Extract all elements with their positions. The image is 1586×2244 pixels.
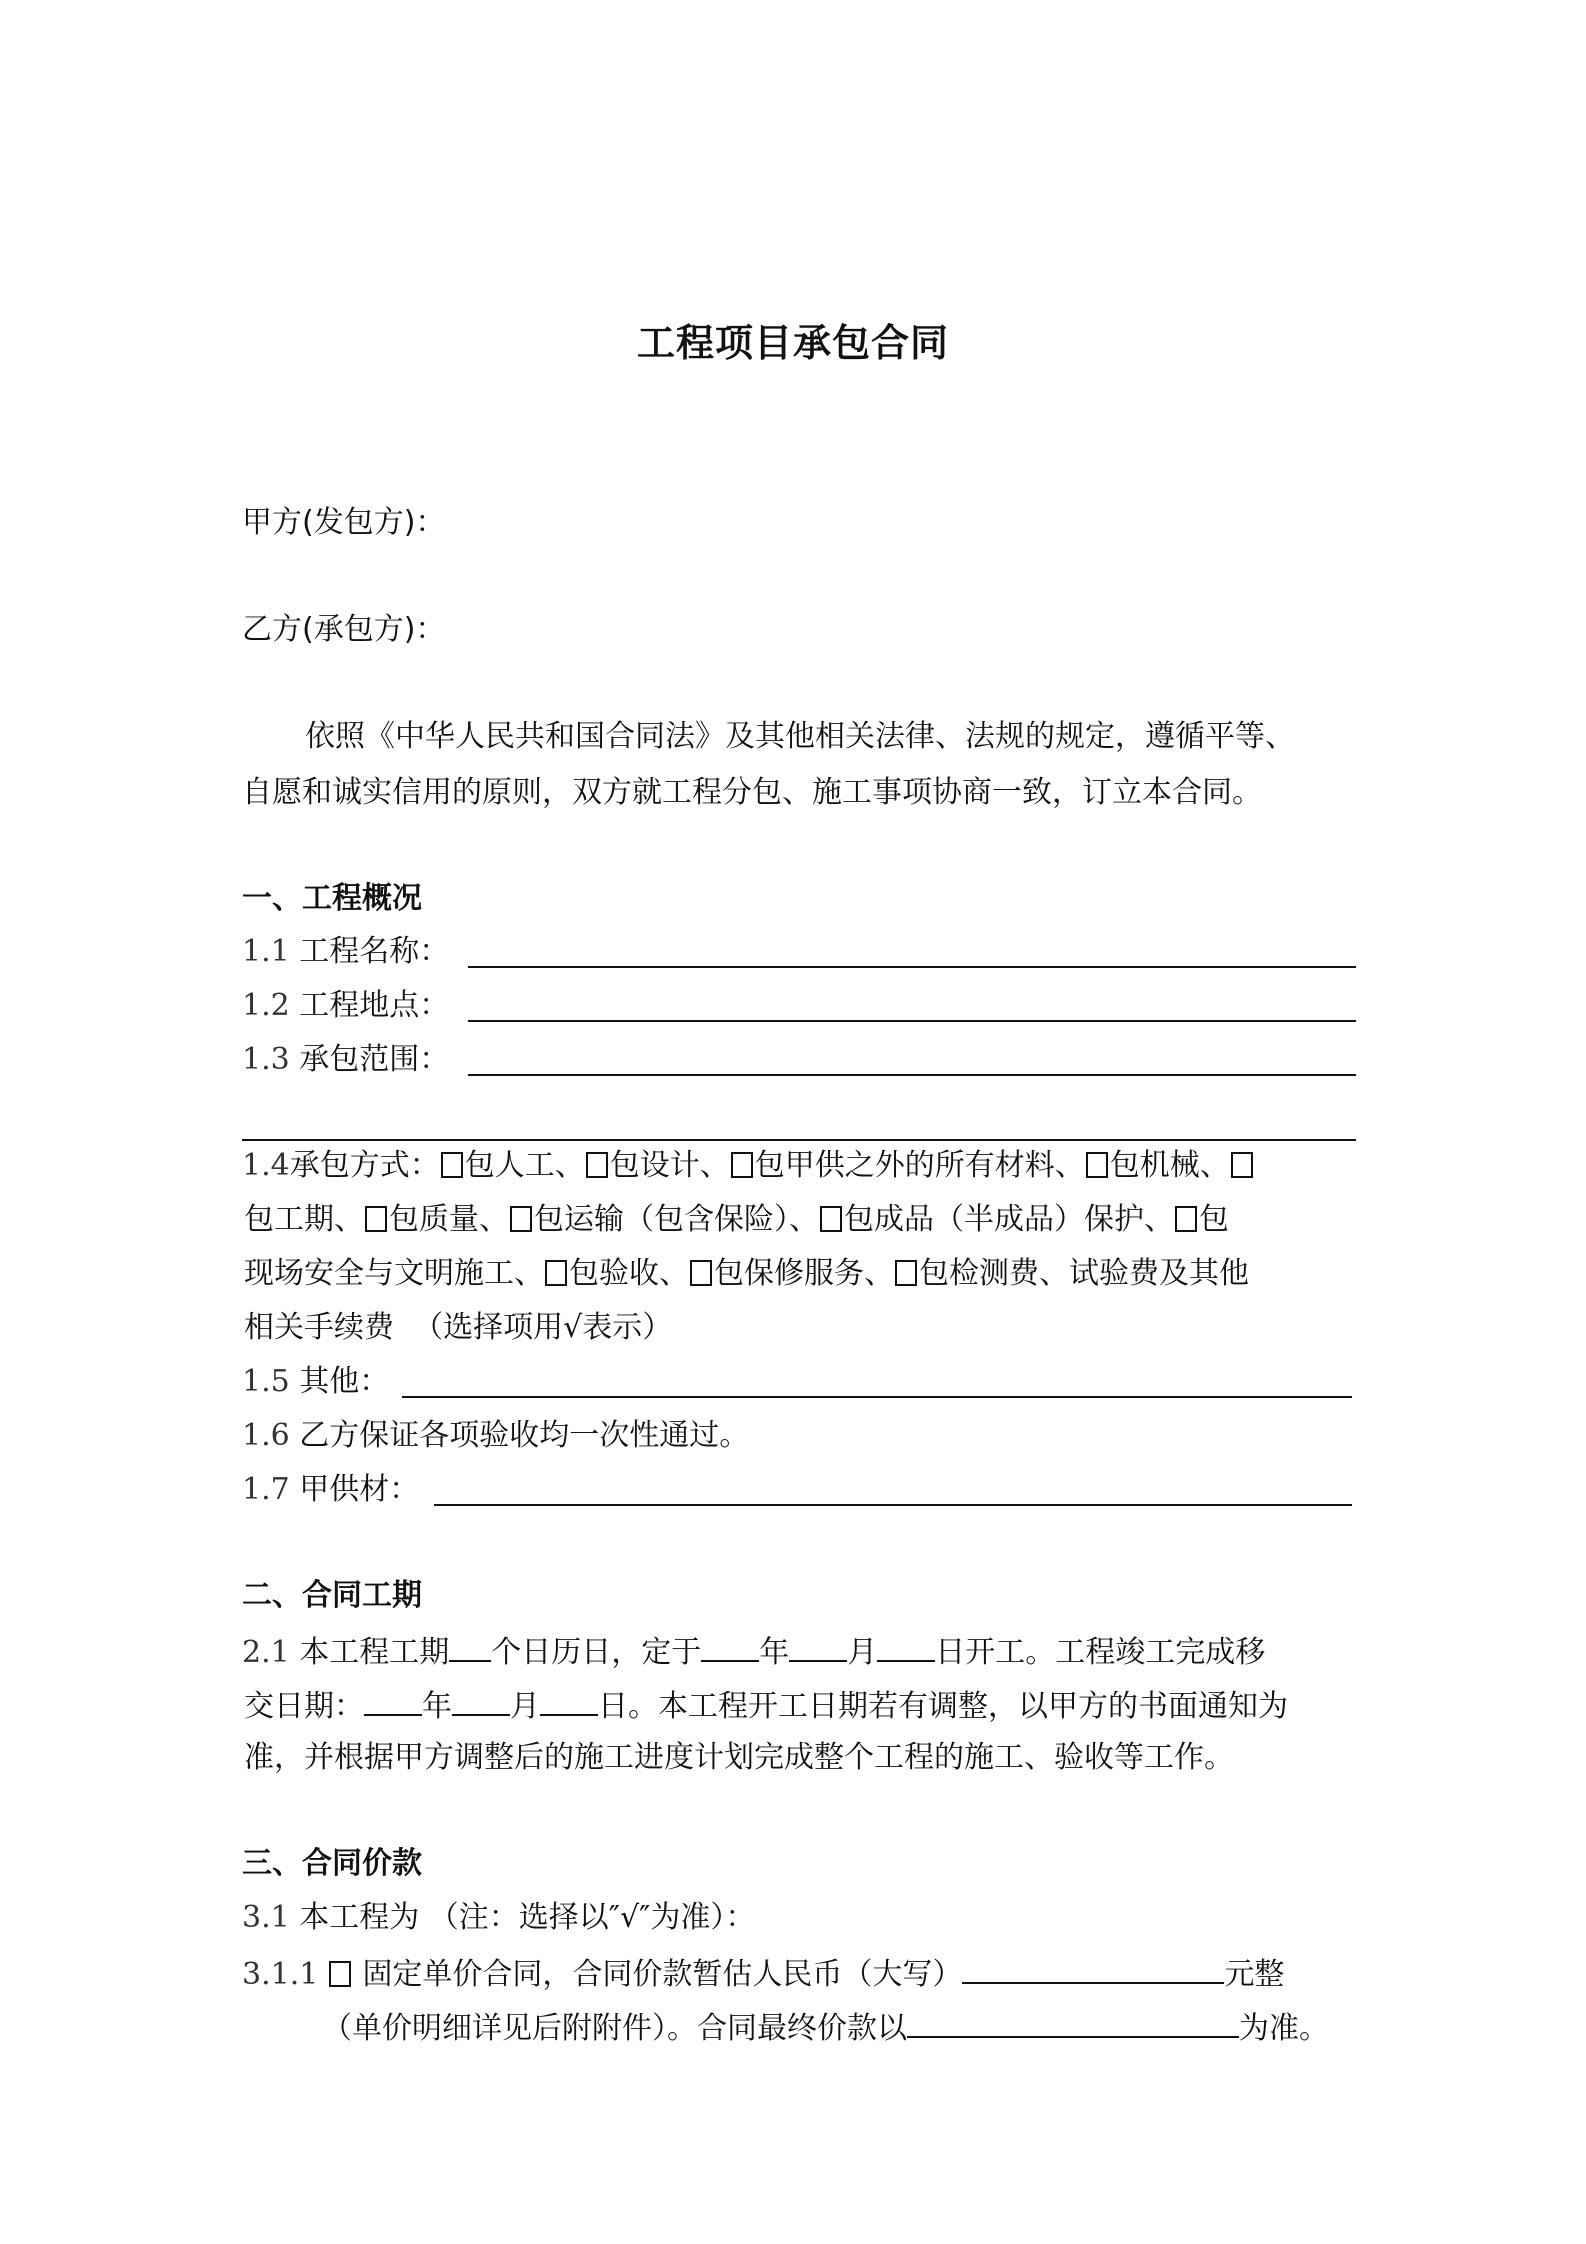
item-1-4-line-3 [244, 1254, 1249, 1294]
option-quality: 包质量、 [389, 1202, 509, 1237]
item-1-3-number: 1.3 [242, 1042, 290, 1077]
item-1-4-line-2 [244, 1200, 1229, 1240]
item-3-1-text: 本工程为 （注：选择以″√″为准）： [299, 1900, 756, 1935]
handover-month-blank[interactable] [452, 1684, 510, 1716]
checkbox-schedule[interactable] [1231, 1152, 1253, 1178]
option-acceptance: 包验收、 [569, 1256, 689, 1291]
item-1-4-line-4 [244, 1308, 672, 1348]
final-price-basis-blank[interactable] [907, 2006, 1239, 2038]
item-1-2-number: 1.2 [242, 988, 290, 1023]
checkbox-fixed-unit-price[interactable] [329, 1961, 351, 1987]
option-schedule: 包工期、 [244, 1202, 364, 1237]
item-1-5-number: 1.5 [242, 1364, 290, 1399]
final-price-suffix: 为准。 [1239, 2011, 1329, 2046]
checkbox-protection[interactable] [820, 1206, 842, 1232]
duration-label: 本工程工期 [299, 1635, 450, 1670]
item-1-4-number: 1.4 [242, 1148, 290, 1183]
item-2-1-line-3: 准，并根据甲方调整后的施工进度计划完成整个工程的施工、验收等工作。 [244, 1740, 1234, 1775]
checkbox-safety[interactable] [1175, 1206, 1197, 1232]
checkbox-acceptance[interactable] [545, 1260, 567, 1286]
item-1-2 [242, 986, 449, 1026]
item-1-1 [242, 932, 449, 972]
checkbox-warranty[interactable] [690, 1260, 712, 1286]
handover-day-blank[interactable] [540, 1684, 598, 1716]
intro-line-1: 依照《中华人民共和国合同法》及其他相关法律、法规的规定，遵循平等、 [305, 719, 1295, 754]
start-year-blank[interactable] [701, 1630, 759, 1662]
party-b-label: 乙方(承包方)： [242, 612, 446, 647]
start-month-label: 月 [847, 1635, 878, 1670]
checkbox-design[interactable] [586, 1152, 608, 1178]
selection-note: （选择项用√表示） [413, 1310, 673, 1345]
project-name-blank[interactable] [468, 966, 1356, 968]
checkbox-transport[interactable] [510, 1206, 532, 1232]
option-transport: 包运输（包含保险）、 [534, 1202, 819, 1237]
yuan-label: 元整 [1224, 1957, 1285, 1992]
checkbox-labor[interactable] [441, 1152, 463, 1178]
item-3-1 [242, 1898, 755, 1938]
start-month-blank[interactable] [789, 1630, 847, 1662]
fixed-unit-price-label: 固定单价合同，合同价款暂估人民币（大写） [362, 1957, 963, 1992]
document-title: 工程项目承包合同 [636, 321, 949, 365]
item-1-2-label: 工程地点： [299, 988, 450, 1023]
option-materials: 包甲供之外的所有材料、 [754, 1148, 1085, 1183]
checkbox-machinery[interactable] [1086, 1152, 1108, 1178]
item-3-1-1-number: 3.1.1 [242, 1957, 319, 1992]
option-safety: 现场安全与文明施工、 [244, 1256, 544, 1291]
handover-year-blank[interactable] [364, 1684, 422, 1716]
option-design: 包设计、 [609, 1148, 730, 1183]
item-1-6-text: 乙方保证各项验收均一次性通过。 [299, 1418, 750, 1453]
option-protection: 包成品（半成品）保护、 [844, 1202, 1174, 1237]
project-location-blank[interactable] [468, 1020, 1356, 1022]
unit-price-detail-label: （单价明细详见后附附件）。合同最终价款以 [322, 2011, 907, 2046]
party-a-label: 甲方(发包方)： [242, 505, 446, 540]
checkbox-testing[interactable] [895, 1260, 917, 1286]
section-3-heading: 三、合同价款 [242, 1846, 422, 1881]
item-1-3 [242, 1040, 449, 1080]
item-1-4-line-1 [242, 1146, 1255, 1186]
section-1-heading: 一、工程概况 [242, 881, 422, 916]
handover-year-label: 年 [422, 1689, 452, 1724]
handover-month-label: 月 [510, 1689, 540, 1724]
estimated-price-blank[interactable] [962, 1952, 1224, 1984]
option-machinery: 包机械、 [1109, 1148, 1230, 1183]
item-1-6 [242, 1416, 749, 1456]
item-3-1-1-line-1 [242, 1952, 1284, 1995]
option-fees: 相关手续费 [244, 1310, 394, 1345]
item-2-1-number: 2.1 [242, 1635, 290, 1670]
option-safety-prefix: 包 [1199, 1202, 1229, 1237]
item-1-3-label: 承包范围： [299, 1042, 450, 1077]
handover-day-label: 日。本工程开工日期若有调整，以甲方的书面通知为 [598, 1689, 1288, 1724]
start-day-blank[interactable] [877, 1630, 935, 1662]
item-1-5-label: 其他： [299, 1364, 390, 1399]
option-testing: 包检测费、试验费及其他 [919, 1256, 1249, 1291]
item-1-1-number: 1.1 [242, 934, 290, 969]
item-3-1-number: 3.1 [242, 1900, 290, 1935]
start-year-label: 年 [759, 1635, 790, 1670]
other-blank[interactable] [402, 1396, 1352, 1398]
item-1-7-number: 1.7 [242, 1472, 290, 1507]
contract-scope-blank-2[interactable] [242, 1139, 1356, 1141]
section-2-heading: 二、合同工期 [242, 1578, 422, 1613]
duration-days-blank[interactable] [449, 1630, 491, 1662]
item-1-7 [242, 1470, 419, 1510]
item-1-7-label: 甲供材： [299, 1472, 420, 1507]
item-2-1-line-2 [244, 1684, 1288, 1727]
option-labor: 包人工、 [464, 1148, 585, 1183]
item-2-1-line-1 [242, 1630, 1265, 1673]
item-3-1-1-line-2 [322, 2006, 1329, 2049]
checkbox-materials[interactable] [731, 1152, 753, 1178]
supplied-materials-blank[interactable] [434, 1504, 1352, 1506]
item-1-1-label: 工程名称： [299, 934, 450, 969]
intro-line-2: 自愿和诚实信用的原则，双方就工程分包、施工事项协商一致，订立本合同。 [242, 775, 1262, 810]
start-label: 个日历日，定于 [491, 1635, 702, 1670]
item-1-4-prefix: 承包方式： [289, 1148, 440, 1183]
handover-label: 交日期： [244, 1689, 364, 1724]
start-day-label: 日开工。工程竣工完成移 [935, 1635, 1266, 1670]
contract-scope-blank[interactable] [468, 1074, 1356, 1076]
item-1-5 [242, 1362, 389, 1402]
item-1-6-number: 1.6 [242, 1418, 290, 1453]
option-warranty: 包保修服务、 [714, 1256, 894, 1291]
checkbox-quality[interactable] [365, 1206, 387, 1232]
